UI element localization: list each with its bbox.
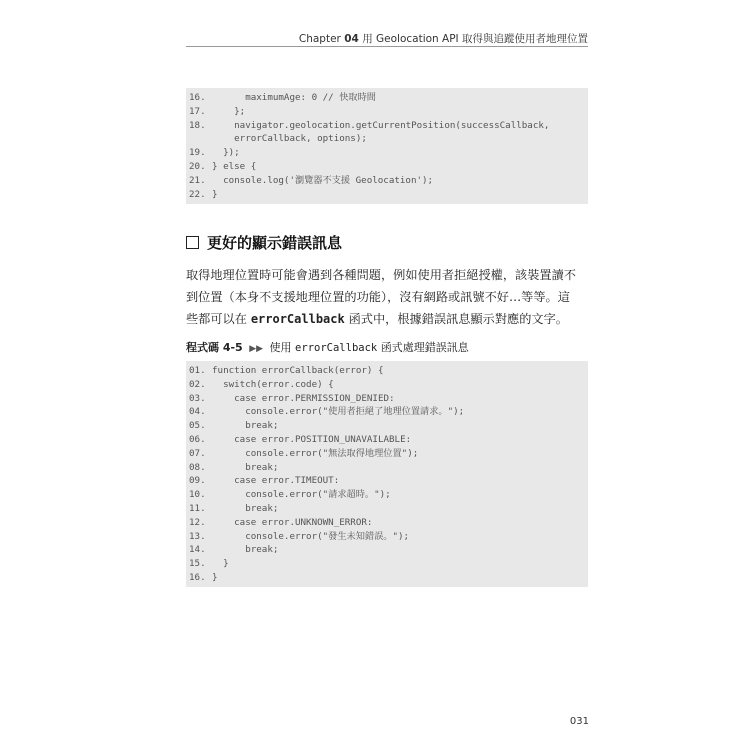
code-block-continued [186,88,588,204]
code-line [186,378,588,392]
line-number: 06. [189,433,206,445]
line-number: 20. [189,160,206,172]
code-text: case error.PERMISSION_DENIED: [212,392,395,404]
code-line [186,474,588,488]
code-line [186,364,588,378]
line-number: 14. [189,544,206,556]
listing-text: 函式處理錯誤訊息 [377,341,469,354]
code-text: switch(error.code) { [212,378,334,390]
listing-text: 使用 [269,341,296,354]
paragraph-text: 些都可以在 [186,312,251,326]
inline-code: errorCallback [250,312,345,326]
section-heading [186,232,342,252]
section-title-text: 更好的顯示錯誤訊息 [207,233,343,252]
line-number: 18. [189,119,206,131]
code-text: console.error("使用者拒絕了地理位置請求。"); [212,406,465,418]
code-text: console.log('瀏覽器不支援 Geolocation'); [212,174,434,186]
code-line [186,557,588,571]
code-text: function errorCallback(error) { [212,365,384,376]
code-line [186,105,588,119]
code-line [186,119,588,133]
line-number: 09. [189,475,206,487]
line-number: 07. [189,447,206,459]
code-text: break; [212,544,279,556]
line-number: 01. [189,365,206,376]
code-text: }; [212,105,246,117]
line-number: 08. [189,461,206,473]
double-arrow-icon: ▶▶ [249,344,264,354]
code-text: case error.TIMEOUT: [212,475,340,487]
line-number: 15. [189,558,206,570]
line-number: 10. [189,489,206,501]
line-number: 16. [189,92,206,103]
code-line [186,188,588,202]
line-number: 19. [189,147,206,159]
code-line [186,132,588,146]
code-line [186,461,588,475]
code-text: } else { [212,160,257,172]
code-line [186,488,588,502]
line-number: 21. [189,174,206,186]
code-text: break; [212,461,279,473]
code-line [186,447,588,461]
listing-caption [186,339,469,355]
code-line [186,571,588,585]
listing-label: 程式碼 4-5 [186,341,243,354]
code-text: console.error("發生未知錯誤。"); [212,530,410,542]
line-number: 02. [189,378,206,390]
code-line [186,392,588,406]
code-text: case error.POSITION_UNAVAILABLE: [212,433,412,445]
line-number: 13. [189,530,206,542]
paragraph-line: 到位置（本身不支援地理位置的功能），沒有網路或訊號不好…等等。這 [186,290,570,304]
code-listing [186,361,588,587]
chapter-number: 04 [344,33,359,45]
line-number: 17. [189,105,206,117]
line-number: 05. [189,420,206,432]
line-number: 04. [189,406,206,418]
code-line [186,543,588,557]
code-line [186,160,588,174]
code-text: }); [212,147,240,159]
line-number: 16. [189,571,206,583]
code-text: } [212,558,229,570]
body-paragraph [186,264,590,330]
page-number: 031 [569,716,589,727]
code-text: } [212,188,218,200]
paragraph-line: 取得地理位置時可能會遇到各種問題，例如使用者拒絕授權，該裝置讀不 [186,268,576,282]
code-text: break; [212,420,279,432]
code-text: console.error("無法取得地理位置"); [212,447,419,459]
code-text: case error.UNKNOWN_ERROR: [212,516,373,528]
code-text: errorCallback, options); [212,133,367,145]
code-line [186,530,588,544]
code-line [186,516,588,530]
checkbox-icon [186,236,199,249]
code-text: maximumAge: 0 // 快取時間 [212,92,376,103]
chapter-label: Chapter [298,33,341,45]
code-line [186,433,588,447]
code-line [186,174,588,188]
line-number: 11. [189,502,206,514]
code-line [186,405,588,419]
code-line [186,146,588,160]
code-text: navigator.geolocation.getCurrentPosition(successCallback, [212,119,550,131]
code-text: break; [212,502,279,514]
code-line [186,91,588,105]
line-number: 03. [189,392,206,404]
code-line [186,419,588,433]
code-text: console.error("請求超時。"); [212,489,391,501]
inline-code: errorCallback [295,342,378,354]
paragraph-text: 函式中，根據錯誤訊息顯示對應的文字。 [344,312,568,326]
line-number: 12. [189,516,206,528]
code-line [186,502,588,516]
header-divider [186,46,588,47]
chapter-title: 用 Geolocation API 取得與追蹤使用者地理位置 [362,33,588,45]
running-header [188,31,588,46]
paragraph-line [186,308,590,330]
line-number: 22. [189,188,206,200]
code-text: } [212,571,218,583]
